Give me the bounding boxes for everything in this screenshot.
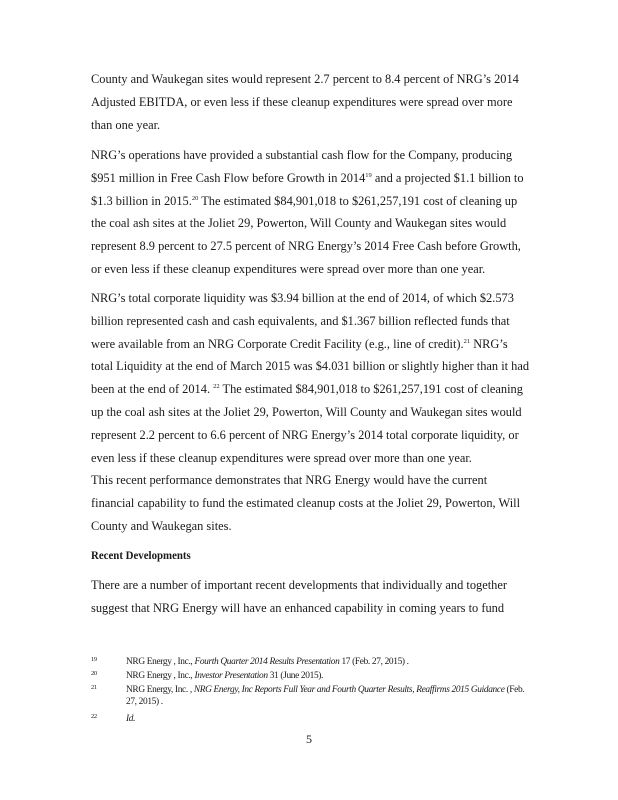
paragraph-recent-developments [91, 574, 531, 620]
footnote-text [126, 714, 536, 726]
paragraph-ebitda [91, 68, 531, 136]
footnote-number: 19 [91, 656, 97, 663]
paragraph-free-cash-flow [91, 144, 531, 281]
footnote-title: Id. [126, 714, 136, 724]
paragraph-text: County and Waukegan sites would represent 2.7 percent to 8.4 percent of NRG’s 2014 Adjusted EBITDA, or even less if these cleanup expenditures were spread over more than one year. [91, 72, 519, 132]
paragraph-text: There are a number of important recent developments that individually and together suggest that NRG Energy will have an enhanced capability in coming years to fund [91, 578, 507, 615]
footnote-author: NRG Energy , Inc., [126, 671, 195, 681]
page-number: 5 [306, 732, 312, 746]
text-run: NRG’s total corporate liquidity was $3.94 billion at the end of 2014, of which $2.573 billion represented cash and cash equivalents, and $1.367 billion reflected funds that were available from an NRG Corporate Credit Facility (e.g., line of credit). [91, 291, 514, 351]
footnote-citation: (Feb. 27, 2015) . [126, 685, 525, 707]
footnote-number: 20 [91, 670, 97, 677]
footnote-ref-19[interactable]: 19 [365, 171, 372, 179]
paragraph-performance [91, 469, 531, 537]
footnote-citation: 17 (Feb. 27, 2015) . [339, 657, 409, 667]
section-heading: Recent Developments [91, 548, 191, 562]
footnote-author: NRG Energy, Inc. , [126, 685, 194, 695]
footnote-text [126, 685, 536, 708]
footnote-number: 22 [91, 713, 97, 720]
footnote-title: Investor Presentation [194, 671, 268, 681]
paragraph-liquidity [91, 287, 531, 469]
footnote-title: Fourth Quarter 2014 Results Presentation [194, 657, 340, 667]
text-run: The estimated $84,901,018 to $261,257,191 cost of cleaning up the coal ash sites at the Joliet 29, Powerton, Will County and Waukegan sites would represent 8.9 percent to 27.5 percent of NRG Energy’s 2014 Free Cash before Growth, or even less if these cleanup expenditures were spread over more than one year. [91, 193, 521, 276]
footnote-ref-22[interactable]: 22 [213, 383, 220, 391]
paragraph-text [91, 144, 531, 281]
paragraph-text [91, 287, 531, 469]
text-run: NRG’s total Liquidity at the end of March 2015 was $4.031 billion or slightly higher than it had been at the end of 2014. [91, 336, 530, 397]
footnote-citation: 31 (June 2015). [267, 671, 324, 681]
footnote-text [126, 671, 536, 683]
footnote-ref-21[interactable]: 21 [463, 337, 471, 345]
footnote-author: NRG Energy , Inc., [126, 657, 195, 667]
text-run: NRG’s operations have provided a substantial cash flow for the Company, producing $951 million in Free Cash Flow before Growth in 2014 [91, 148, 513, 185]
text-run: The estimated $84,901,018 to $261,257,191 cost of cleaning up the coal ash sites at the Joliet 29, Powerton, Will County and Waukegan sites would represent 2.2 percent to 6.6 percent of NRG Energy’s 2014 total corporate liquidity, or even less if these cleanup expenditures were spread over more than one year. [91, 382, 523, 465]
footnote-number: 21 [91, 684, 97, 691]
footnote-title: NRG Energy, Inc Reports Full Year and Fourth Quarter Results, Reaffirms 2015 Guidance [193, 685, 505, 695]
text-run: and a projected $1.1 billion to $1.3 billion in 2015. [91, 170, 524, 208]
footnote-ref-20[interactable]: 20 [191, 194, 199, 202]
section-heading-block [91, 544, 531, 567]
paragraph-text: This recent performance demonstrates that NRG Energy would have the current financial capability to fund the estimated cleanup costs at the Joliet 29, Powerton, Will County and Waukegan sites. [91, 473, 521, 533]
footnote-text [126, 657, 536, 669]
